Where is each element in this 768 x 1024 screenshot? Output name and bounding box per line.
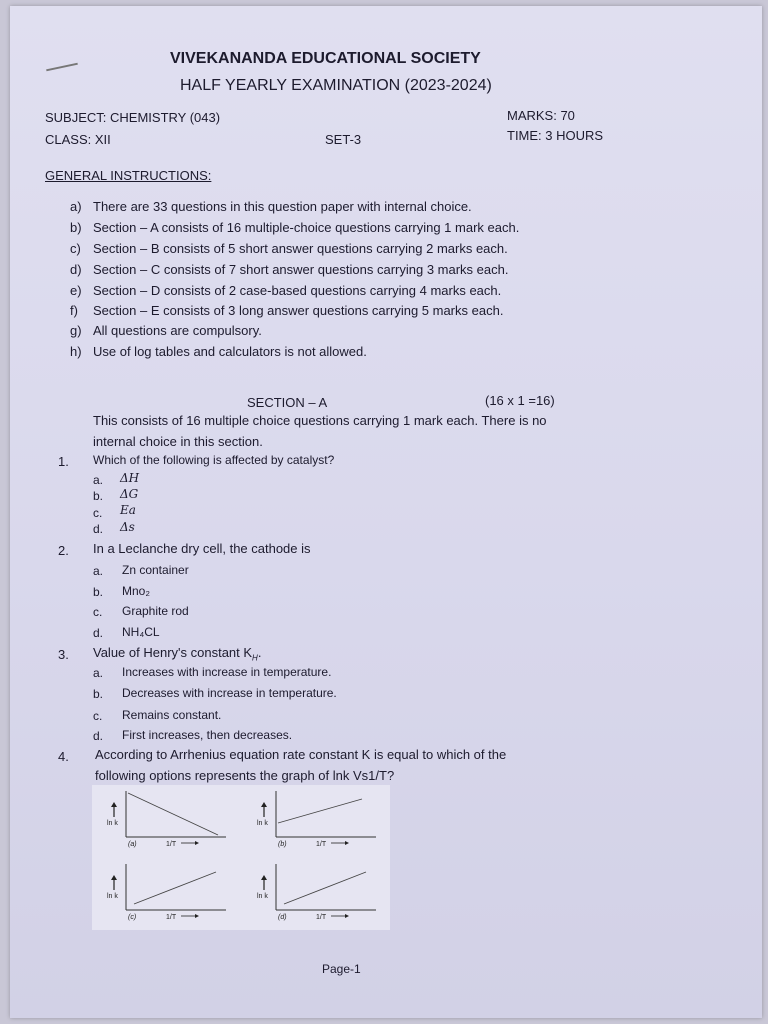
exam-title: HALF YEARLY EXAMINATION (2023-2024) [180,77,492,94]
graph-x-label: 1/T [166,841,177,848]
graph-x-label: 1/T [316,914,327,921]
instruction-text: All questions are compulsory. [93,323,262,338]
graph-y-label: ln k [257,820,268,827]
option-text: Remains constant. [122,708,222,722]
graph-panel-label: (a) [128,841,137,848]
graph-y-label: ln k [257,893,268,900]
instruction-label: c) [70,241,81,256]
option-text: NH₄CL [122,625,160,639]
question-number: 1. [58,454,69,469]
question-text: In a Leclanche dry cell, the cathode is [93,541,311,556]
page-number: Page-1 [322,962,361,976]
instruction-label: b) [70,220,82,235]
option-label: a. [93,473,104,487]
option-text: Decreases with increase in temperature. [122,686,337,700]
option-label: a. [93,564,104,578]
option-label: b. [93,687,104,701]
graph-x-label: 1/T [166,914,177,921]
instruction-label: f) [70,303,78,318]
section-marks: (16 x 1 =16) [485,393,555,408]
option-text: Ea [120,503,136,517]
option-text: First increases, then decreases. [122,728,293,742]
option-text: Mno₂ [122,584,151,598]
question-number: 4. [58,749,69,764]
instruction-text: Use of log tables and calculators is not allowed. [93,344,367,359]
option-text: Δs [120,520,135,534]
option-label: c. [93,709,103,723]
graph-options-svg [92,785,390,930]
graph-options [92,785,390,930]
instruction-label: d) [70,262,82,277]
instruction-label: g) [70,323,82,338]
option-text: Graphite rod [122,604,189,618]
instruction-text: Section – C consists of 7 short answer questions carrying 3 marks each. [93,262,509,277]
instruction-text: Section – B consists of 5 short answer questions carrying 2 marks each. [93,241,508,256]
option-label: b. [93,585,104,599]
question-text [93,645,261,663]
graph-panel-label: (d) [278,914,287,921]
question-text-subscript: H [252,653,258,663]
graph-x-label: 1/T [316,841,327,848]
option-label: a. [93,666,104,680]
marks-label: MARKS: 70 [507,108,575,123]
question-text: following options represents the graph of lnk Vs1/T? [95,768,395,783]
instruction-label: h) [70,344,82,359]
question-text-end: . [257,645,262,660]
option-label: c. [93,605,103,619]
section-description: internal choice in this section. [93,434,263,449]
question-number: 3. [58,647,69,662]
question-text: According to Arrhenius equation rate constant K is equal to which of the [95,747,507,762]
instruction-text: Section – E consists of 3 long answer questions carrying 5 marks each. [93,303,504,318]
graph-y-label: ln k [107,820,118,827]
option-label: d. [93,522,104,536]
graph-background [92,785,390,930]
section-description: This consists of 16 multiple choice questions carrying 1 mark each. There is no [93,413,547,428]
instruction-label: a) [70,199,82,214]
graph-panel-label: (b) [278,841,287,848]
option-text: ΔG [120,487,139,501]
question-text-main: Value of Henry's constant K [93,645,253,660]
option-label: d. [93,729,104,743]
set-label: SET-3 [325,132,362,147]
graph-y-label: ln k [107,893,118,900]
graph-panel-label: (c) [128,914,137,921]
instruction-text: Section – D consists of 2 case-based questions carrying 4 marks each. [93,283,502,298]
option-text: ΔH [120,471,140,485]
option-text: Increases with increase in temperature. [122,665,332,679]
option-label: d. [93,626,104,640]
instruction-text: There are 33 questions in this question paper with internal choice. [93,199,472,214]
instructions-title: GENERAL INSTRUCTIONS: [45,168,212,183]
option-text: Zn container [122,563,189,577]
subject-label: SUBJECT: CHEMISTRY (043) [45,110,221,125]
time-label: TIME: 3 HOURS [507,128,604,143]
question-number: 2. [58,543,69,558]
question-text: Which of the following is affected by catalyst? [93,453,335,467]
instruction-label: e) [70,283,82,298]
option-label: c. [93,506,103,520]
society-title: VIVEKANANDA EDUCATIONAL SOCIETY [170,50,481,67]
instruction-text: Section – A consists of 16 multiple-choice questions carrying 1 mark each. [93,220,520,235]
class-label: CLASS: XII [45,132,111,147]
section-title: SECTION – A [247,395,328,410]
option-label: b. [93,489,104,503]
